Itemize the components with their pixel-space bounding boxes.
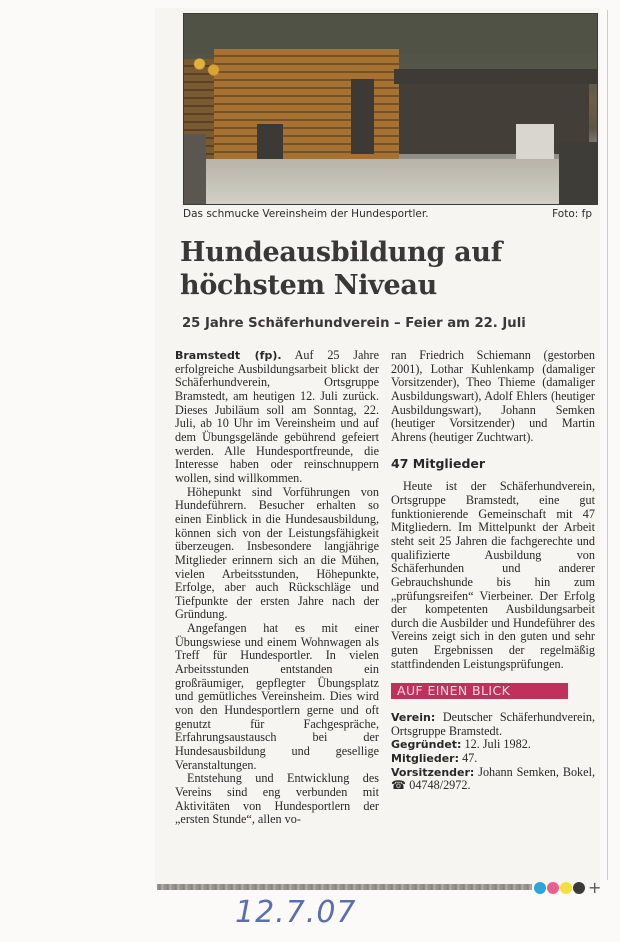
photo-post-left: [184, 134, 206, 204]
fact-label: Vorsitzender:: [391, 765, 475, 779]
article-column-right: [391, 349, 595, 793]
fact-value: Johann Semken, Bokel, ☎ 04748/2972.: [391, 764, 595, 793]
fact-box-title: AUF EINEN BLICK: [391, 683, 568, 699]
article-paragraph: Höhepunkt sind Vorführungen von Hundeführern. Besucher erhalten so einen Einblick in die Hundesausbildung, können sich von der Leistungsfähigkeit überzeugen. Insbesondere langjährige Mitglieder erinnern sich an die Mühen, vielen Arbeitsstunden, Höhepunkte, Erfolge, aber auch Rückschläge und Tiefpunkte der ersten Jahre nach der Gründung.: [175, 484, 379, 622]
cyan-dot-icon: [534, 882, 546, 894]
article-paragraph: Entstehung und Entwicklung des Vereins sind eng verbunden mit Aktivitäten von Hundesportlern der „ersten Stunde“, allen vo-: [175, 771, 379, 827]
black-dot-icon: [573, 882, 585, 894]
section-heading: 47 Mitglieder: [391, 455, 486, 471]
fact-label: Gegründet:: [391, 738, 462, 752]
photo-bin: [257, 124, 283, 162]
photo-door: [351, 79, 374, 154]
fact-label: Mitglieder:: [391, 752, 460, 766]
photo-planter: [516, 124, 554, 164]
headline-line-1: Hundeausbildung auf: [180, 237, 503, 268]
photo-credit: Foto: fp: [552, 208, 592, 220]
photo-trees: [184, 14, 597, 54]
caption-text: Das schmucke Vereinsheim der Hundesportler.: [183, 208, 429, 220]
dateline: Bramstedt (fp).: [175, 349, 282, 362]
fact-label: Verein:: [391, 711, 436, 725]
fact-box: [391, 711, 595, 793]
fact-item: [391, 711, 595, 738]
photo-flowers: [189, 52, 224, 82]
print-registration-marks: [534, 878, 602, 897]
article-paragraph: [175, 349, 379, 486]
headline-line-2: höchstem Niveau: [180, 270, 437, 301]
clipping-edge: [607, 10, 608, 880]
photo-roof: [394, 69, 597, 84]
clubhouse-photo: [183, 13, 598, 205]
fact-value: 12. Juli 1982.: [461, 737, 531, 752]
photo-post-right: [559, 142, 597, 204]
article-paragraph: ran Friedrich Schiemann (gestorben 2001), Lothar Kuhlenkamp (damaliger Vorsitzender), Theo Thieme (damaliger Ausbildungswart), Adolf Ehlers (heutiger Ausbildungswart), Johann Semken (heutiger Vorsitzender) und Martin Ahrens (heutiger Zuchtwart).: [391, 348, 595, 444]
article-paragraph: Heute ist der Schäferhundverein, Ortsgruppe Bramstedt, eine gut funktionierende Gemeinschaft mit 47 Mitgliedern. Im Mittelpunkt der Arbeit steht seit 25 Jahren die fachgerechte und qualifizierte Ausbildung von Schäferhunden und anderer Gebrauchshunde bis hin zum „prüfungsreifen“ Vierbeiner. Der Erfolg der kompetenten Ausbildungsarbeit durch die Ausbilder und Hundeführer des Vereins zeigt sich in den guten und sehr guten Ergebnissen der regelmäßig stattfindenden Leistungsprüfungen.: [391, 479, 595, 671]
headline: [180, 236, 600, 302]
magenta-dot-icon: [547, 882, 559, 894]
handwritten-date: 12.7.07: [235, 895, 357, 930]
fact-value: Deutscher Schäferhundverein, Ortsgruppe Bramstedt.: [391, 710, 595, 738]
fact-value: 47.: [459, 751, 478, 766]
bottom-rule: [157, 884, 532, 890]
subheadline: 25 Jahre Schäferhundverein – Feier am 22. Juli: [182, 316, 526, 331]
paragraph-text: Auf 25 Jahre erfolgreiche Ausbildungsarbeit blickt der Schäferhundverein, Ortsgruppe Bramstedt, am heutigen 12. Juli zurück. Dieses Jubiläum soll am Sonntag, 22. Juli, ab 10 Uhr im Vereinsheim und auf dem Übungsgelände gebührend gefeiert werden. Alle Hundesportfreunde, die Interesse haben oder reinschnuppern wollen, sind willkommen.: [175, 348, 379, 485]
fact-item: [391, 766, 595, 793]
article-column-left: [175, 349, 379, 827]
fact-item: [391, 752, 595, 766]
article-paragraph: Angefangen hat es mit einer Übungswiese und einem Wohnwagen als Treff für Hundesportler. In vielen Arbeitsstunden entstanden ein großräumiger, gepflegter Übungsplatz und gemütliches Vereinsheim. Dies wird von den Hundesportlern gerne und oft genutzt für Fachgespräche, Erfahrungsaustausch bei der Hundesausbildung und gesellige Veranstaltungen.: [175, 621, 379, 772]
plus-icon: +: [588, 878, 602, 897]
photo-ground: [206, 159, 559, 204]
yellow-dot-icon: [560, 882, 572, 894]
photo-caption: [183, 208, 596, 220]
fact-item: [391, 738, 595, 752]
